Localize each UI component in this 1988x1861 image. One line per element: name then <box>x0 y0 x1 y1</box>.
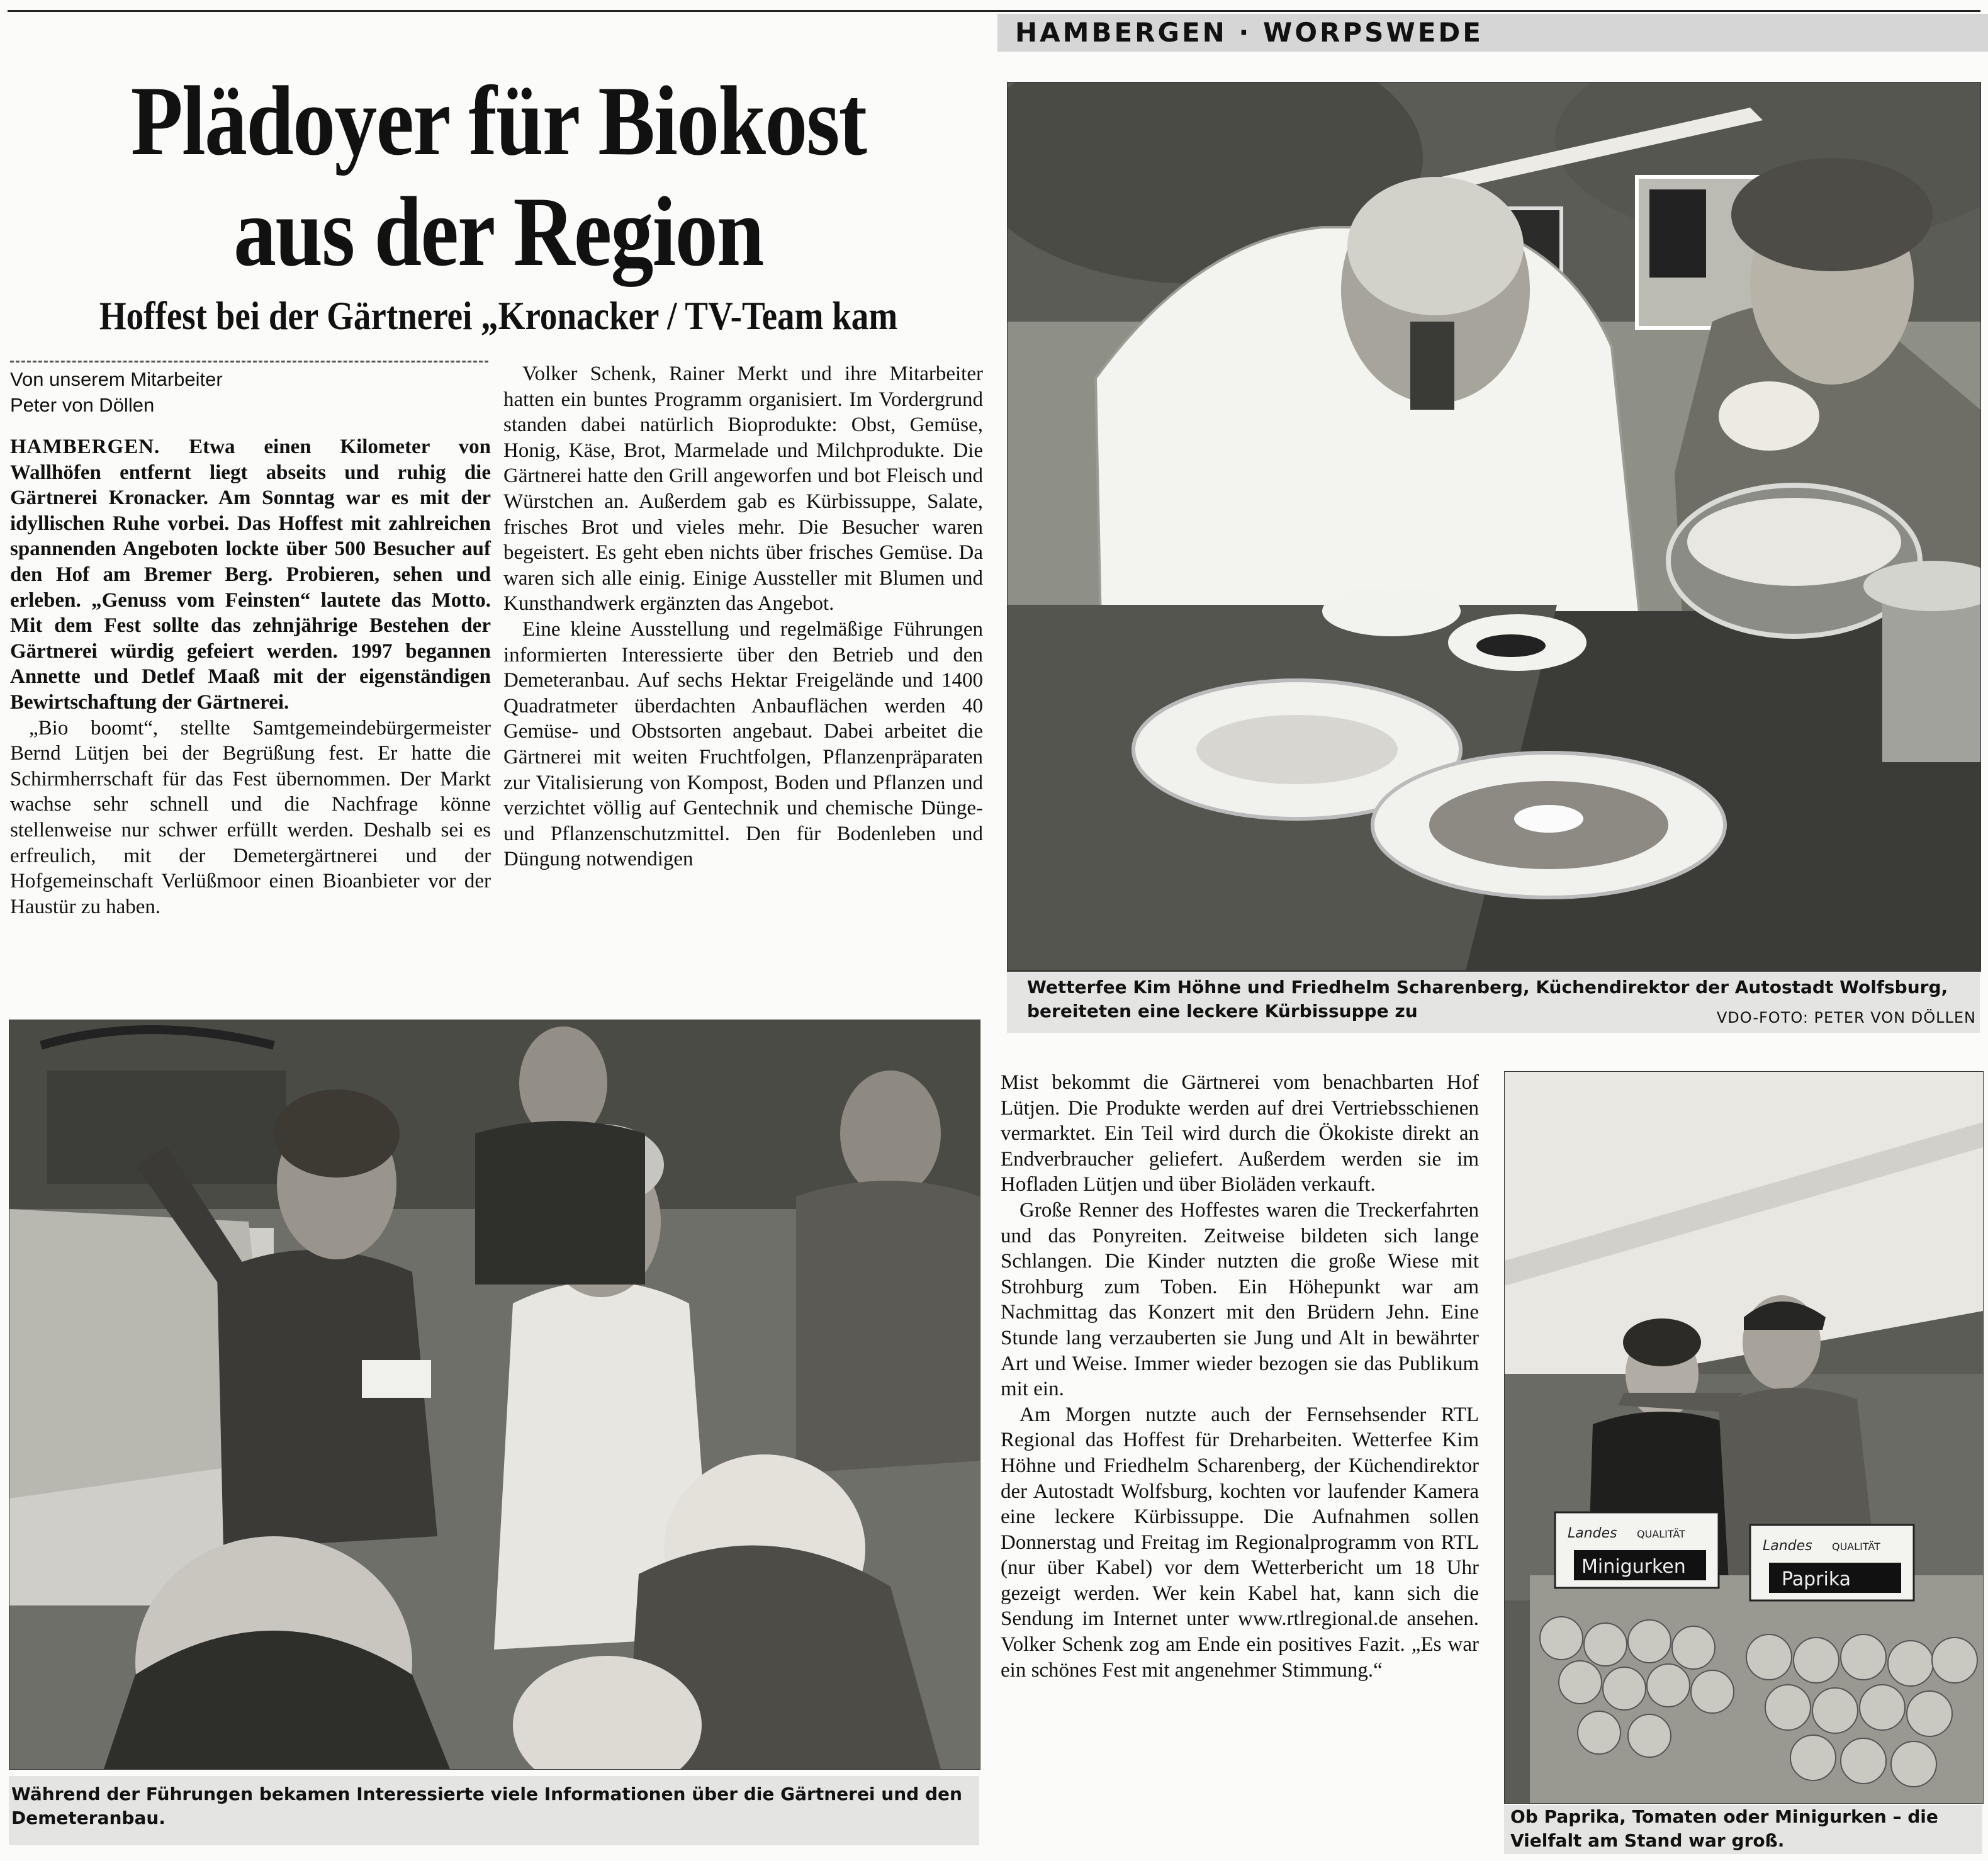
article-column-2 <box>503 361 983 872</box>
market-stand-image <box>1505 1072 1983 1803</box>
paragraph-3: Volker Schenk, Rainer Merkt und ihre Mitarbeiter hatten ein buntes Programm organisiert. Im Vordergrund standen dabei natürlich Bioprodukte: Obst, Gemüse, Honig, Käse, Brot, Marmelade und Milchprodukte. Die Gärtnerei hatte den Grill angeworfen und bot Fleisch und Würstchen an. Außerdem gab es Kürbissuppe, Salate, frisches Brot und vieles mehr. Die Besucher waren begeistert. Es geht eben nichts über frisches Gemüse. Da waren sich alle einig. Einige Aussteller mit Blumen und Kunsthandwerk ergänzten das Angebot. <box>503 363 983 616</box>
crate-quality-label-2: QUALITÄT <box>1832 1541 1880 1553</box>
crowd-photo <box>9 1020 980 1770</box>
chef-photo-caption: Wetterfee Kim Höhne und Friedhelm Scharenberg, Küchendirektor der Autostadt Wolfsburg, bereiteten eine leckere Kürbissuppe zu <box>1027 977 1948 1021</box>
paragraph-6: Große Renner des Hoffestes waren die Treckerfahrten und das Ponyreiten. Zeitweise bildeten sich lange Schlangen. Die Kinder nutzten die große Wiese mit Strohburg zum Toben. Ein Höhepunkt war am Nachmittag das Konzert mit den Brüdern Jehn. Eine Stunde lang verzauberten sie Jung und Alt in bewährter Art und Weise. Immer wieder bezogen sie das Publikum mit ein. <box>1001 1198 1479 1401</box>
market-stand-photo <box>1504 1071 1984 1804</box>
dateline: HAMBERGEN. <box>10 436 160 458</box>
section-header: HAMBERGEN · WORPSWEDE <box>997 14 1988 52</box>
top-rule <box>8 10 1980 12</box>
headline-line-2: aus der Region <box>233 177 763 287</box>
crate-quality-label-1: QUALITÄT <box>1637 1528 1685 1540</box>
lead-text: Etwa einen Kilometer von Wallhöfen entfernt liegt abseits und ruhig die Gärtnerei Kronacker. Am Sonntag war es mit der idyllischen Ruhe vorbei. Das Hoffest mit zahlreichen spannenden Angeboten lockte über 500 Besucher auf den Hof am Bremer Berg. Probieren, sehen und erleben. „Genuss vom Feinsten“ lautete das Motto. Mit dem Fest sollte das zehnjährige Bestehen der Gärtnerei würdig gefeiert werden. 1997 begannen Annette und Detlef Maaß mit der eigenständigen Bewirtschaftung der Gärtnerei. <box>10 436 491 714</box>
byline-rule <box>10 361 488 363</box>
crowd-photo-image <box>9 1020 980 1769</box>
paragraph-4: Eine kleine Ausstellung und regelmäßige Führungen informierten Interessierte über den Betrieb und den Demeteranbau. Auf sechs Hektar Freigelände und 1400 Quadratmeter überdachten Anbauflächen werden 40 Gemüse- und Obstsorten angebaut. Dabei arbeitet die Gärtnerei mit weiten Fruchtfolgen, Pflanzenpräparaten zur Vitalisierung von Kompost, Boden und Pflanzen und verzichtet völlig auf Gentechnik und chemische Dünge- und Pflanzenschutzmittel. Den für Bodenleben und Düngung notwendigen <box>503 617 983 871</box>
subheadline: Hoffest bei der Gärtnerei „Kronacker / TV-Team kam <box>99 293 898 338</box>
chef-photo-image <box>1008 82 1980 971</box>
stand-photo-caption: Ob Paprika, Tomaten oder Minigurken – die Vielfalt am Stand war groß. <box>1510 1806 1938 1851</box>
photo-credit: VDO-FOTO: PETER VON DÖLLEN <box>1716 1009 1976 1026</box>
paragraph-2: „Bio boomt“, stellte Samtgemeindebürgermeister Bernd Lütjen bei der Begrüßung fest. Er hatte die Schirmherrschaft für das Fest übernommen. Der Markt wachse sehr schnell und die Nachfrage könne stellenweise nur schwer erfüllt werden. Deshalb sei es erfreulich, mit der Demetergärtnerei und der Hofgemeinschaft Verlüßmoor einen Bioanbieter vor der Haustür zu haben. <box>10 716 491 918</box>
lead-paragraph <box>10 434 491 716</box>
byline-line-1: Von unserem Mitarbeiter <box>10 368 223 390</box>
paragraph-7: Am Morgen nutzte auch der Fernsehsender RTL Regional das Hoffest für Dreharbeiten. Wetterfee Kim Höhne und Friedhelm Scharenberg, der Küchendirektor der Autostadt Wolfsburg, kochten vor laufender Kamera eine leckere Kürbissuppe. Die Aufnahmen sollen Donnerstag und Freitag im Regionalprogramm von RTL (nur über Kabel) vor dem Wetterbericht um 18 Uhr gezeigt werden. Wer kein Kabel hat, kann sich die Sendung im Internet unter www.rtlregional.de ansehen. Volker Schenk zog am Ende ein positives Fazit. „Es war ein schönes Fest mit angenehmer Stimmung.“ <box>1001 1403 1479 1682</box>
crate-brand-2: Landes <box>1763 1538 1812 1554</box>
crate-label-minigurken: Minigurken <box>1581 1556 1686 1578</box>
headline <box>76 66 921 288</box>
crowd-photo-caption: Während der Führungen bekamen Interessierte viele Informationen über die Gärtnerei und den Demeteranbau. <box>11 1784 962 1828</box>
chef-photo <box>1007 82 1981 972</box>
paragraph-5: Mist bekommt die Gärtnerei vom benachbarten Hof Lütjen. Die Produkte werden auf drei Vertriebsschienen vermarktet. Ein Teil wird durch die Ökokiste direkt an Endverbraucher geliefert. Außerdem werden sie im Hofladen Lütjen und über Bioläden verkauft. <box>1001 1071 1479 1196</box>
crate-label-paprika: Paprika <box>1782 1568 1851 1590</box>
article-column-1 <box>10 434 491 919</box>
crate-brand-1: Landes <box>1568 1526 1617 1541</box>
byline-author: Peter von Döllen <box>10 394 155 416</box>
article-column-3 <box>1001 1070 1479 1683</box>
headline-line-1: Plädoyer für Biokost <box>130 66 867 176</box>
